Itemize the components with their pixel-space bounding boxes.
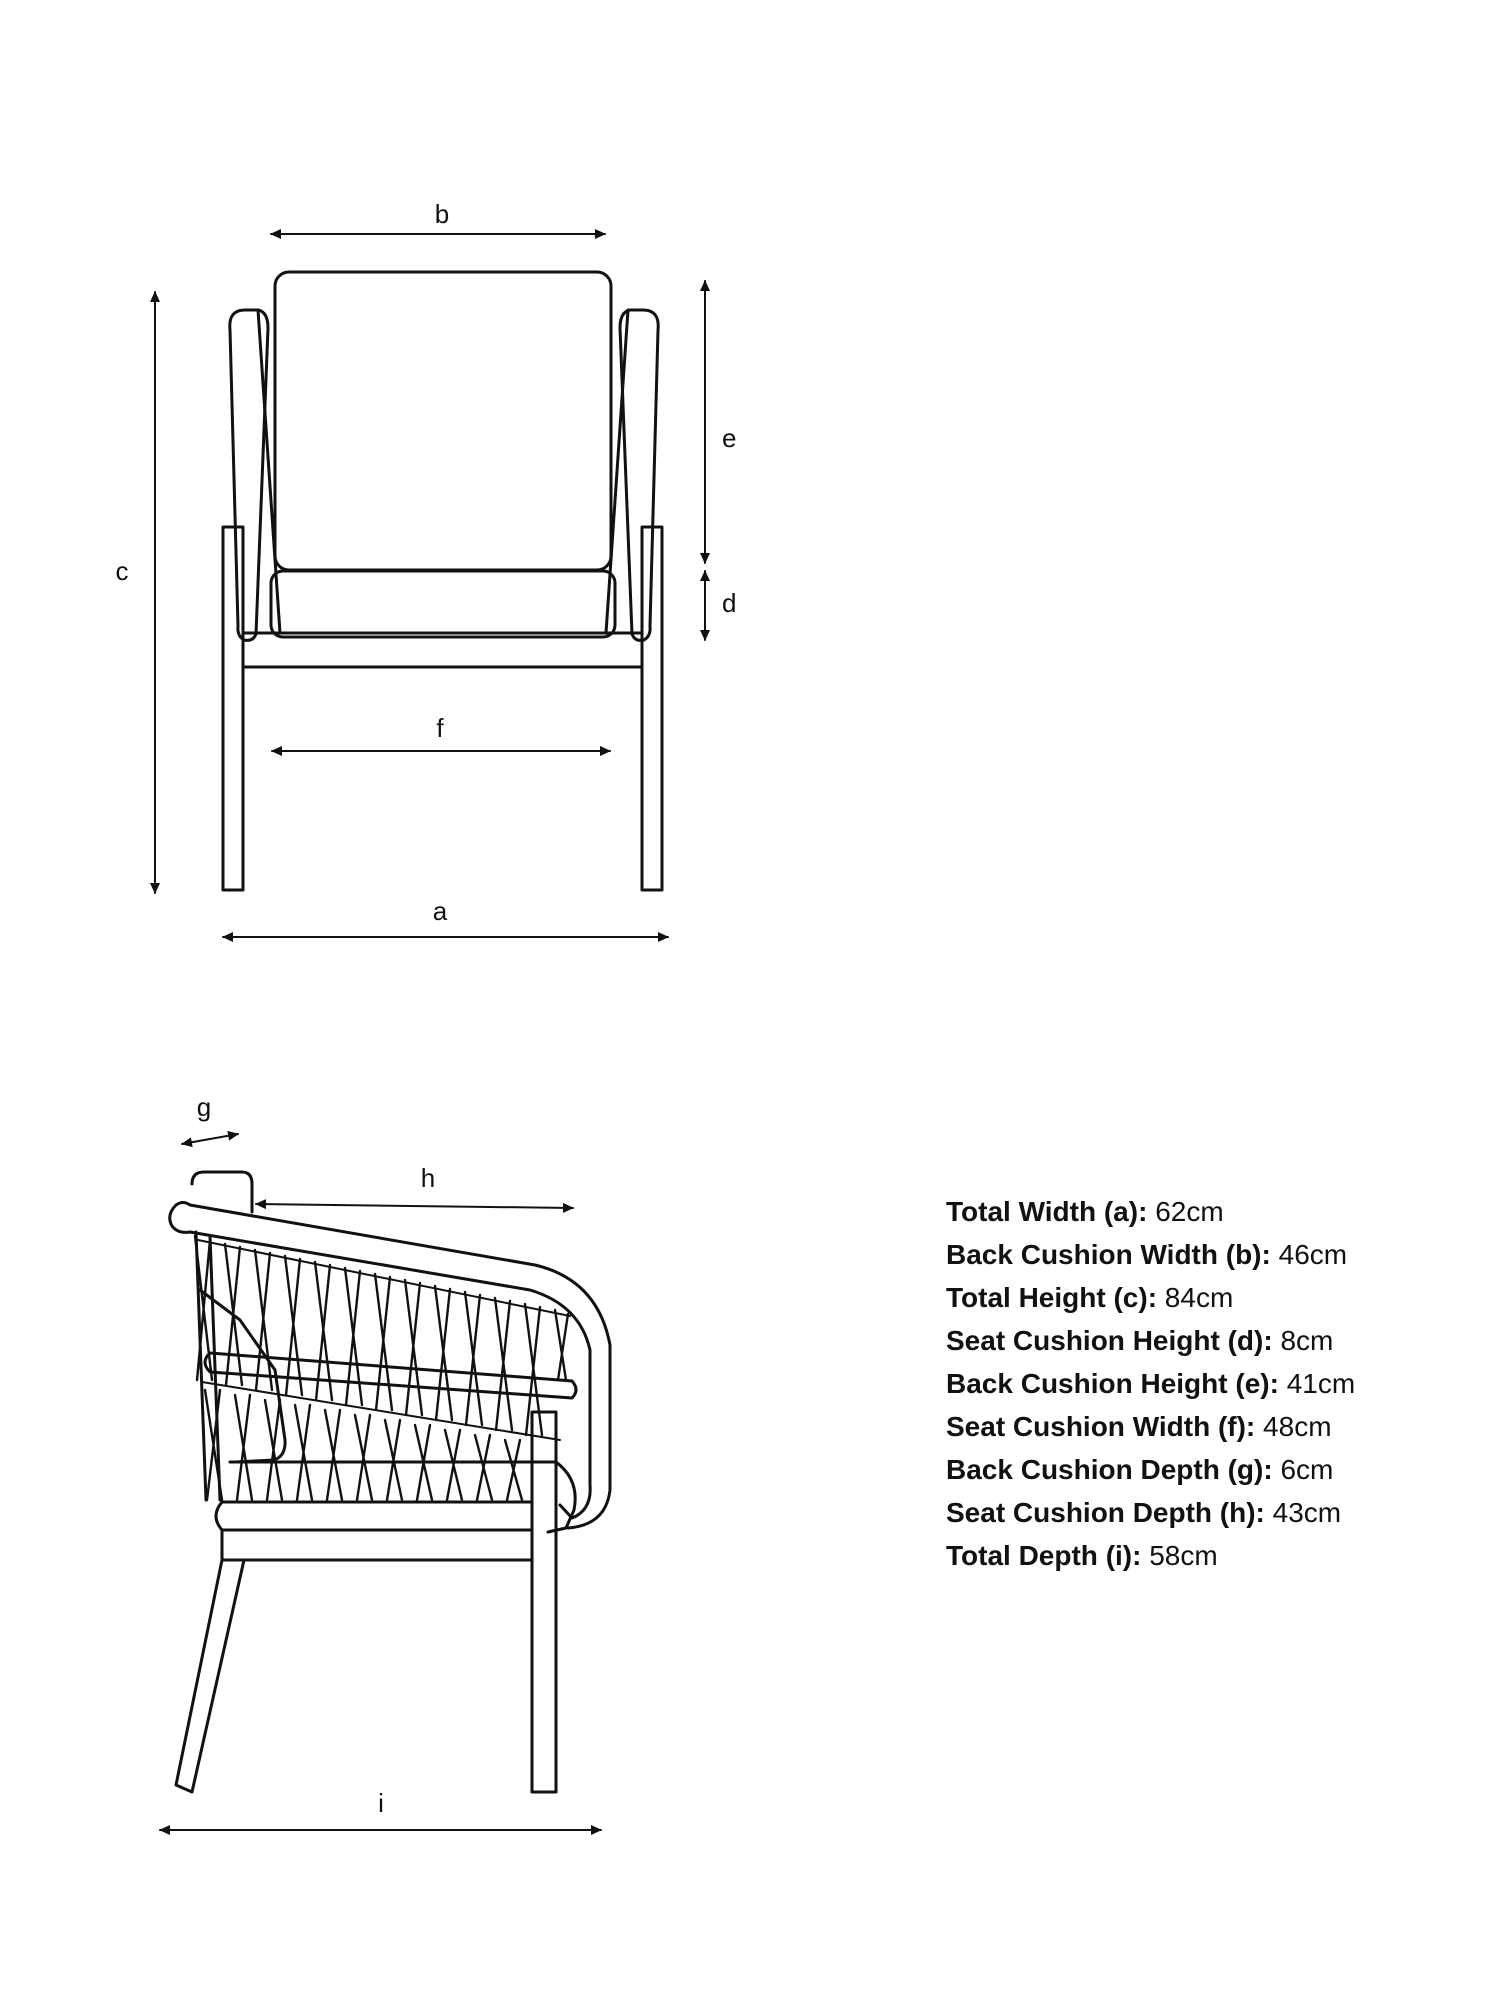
side-lower-rail [222, 1530, 532, 1560]
dimension-a-label: a [432, 896, 448, 926]
dimension-e-label: e [722, 423, 737, 453]
front-view-chair [223, 272, 662, 890]
side-back-leg [176, 1560, 244, 1792]
side-front-leg [532, 1412, 556, 1792]
spec-label: Back Cushion Depth (g): [946, 1454, 1273, 1485]
spec-value: 8cm [1280, 1325, 1334, 1356]
dimension-spec-list [946, 1190, 1466, 1577]
spec-seat-cushion-width [946, 1405, 1466, 1448]
spec-value: 58cm [1149, 1540, 1218, 1571]
spec-back-cushion-width [946, 1233, 1466, 1276]
front-seat-cushion [271, 571, 615, 637]
spec-value: 48cm [1263, 1411, 1332, 1442]
dimension-c-label: c [115, 556, 129, 586]
spec-seat-cushion-depth [946, 1491, 1466, 1534]
spec-label: Back Cushion Height (e): [946, 1368, 1279, 1399]
dimension-h-arrow [256, 1204, 573, 1208]
dimension-d-label: d [722, 588, 737, 618]
spec-label: Total Width (a): [946, 1196, 1148, 1227]
dimension-g-label: g [196, 1092, 212, 1122]
spec-value: 62cm [1155, 1196, 1224, 1227]
spec-value: 6cm [1280, 1454, 1334, 1485]
spec-value: 43cm [1272, 1497, 1342, 1528]
spec-value: 41cm [1286, 1368, 1356, 1399]
spec-back-cushion-depth [946, 1448, 1466, 1491]
side-view-chair [170, 1172, 610, 1792]
spec-label: Back Cushion Width (b): [946, 1239, 1271, 1270]
spec-label: Total Depth (i): [946, 1540, 1142, 1571]
front-left-leg [223, 527, 243, 890]
spec-label: Seat Cushion Depth (h): [946, 1497, 1265, 1528]
spec-value: 46cm [1278, 1239, 1348, 1270]
spec-label: Total Height (c): [946, 1282, 1158, 1313]
spec-label: Seat Cushion Height (d): [946, 1325, 1273, 1356]
dimension-f-label: f [436, 713, 444, 743]
dimension-i-label: i [378, 1788, 384, 1818]
dimension-g-arrow [182, 1134, 238, 1144]
front-back-cushion [275, 272, 611, 570]
dimension-h-label: h [420, 1163, 436, 1193]
side-seat-rail [216, 1502, 532, 1530]
spec-total-height [946, 1276, 1466, 1319]
spec-back-cushion-height [946, 1362, 1466, 1405]
spec-value: 84cm [1164, 1282, 1234, 1313]
spec-seat-cushion-height [946, 1319, 1466, 1362]
spec-label: Seat Cushion Width (f): [946, 1411, 1256, 1442]
spec-total-width [946, 1190, 1466, 1233]
spec-total-depth [946, 1534, 1466, 1577]
dimension-b-label: b [434, 199, 450, 229]
